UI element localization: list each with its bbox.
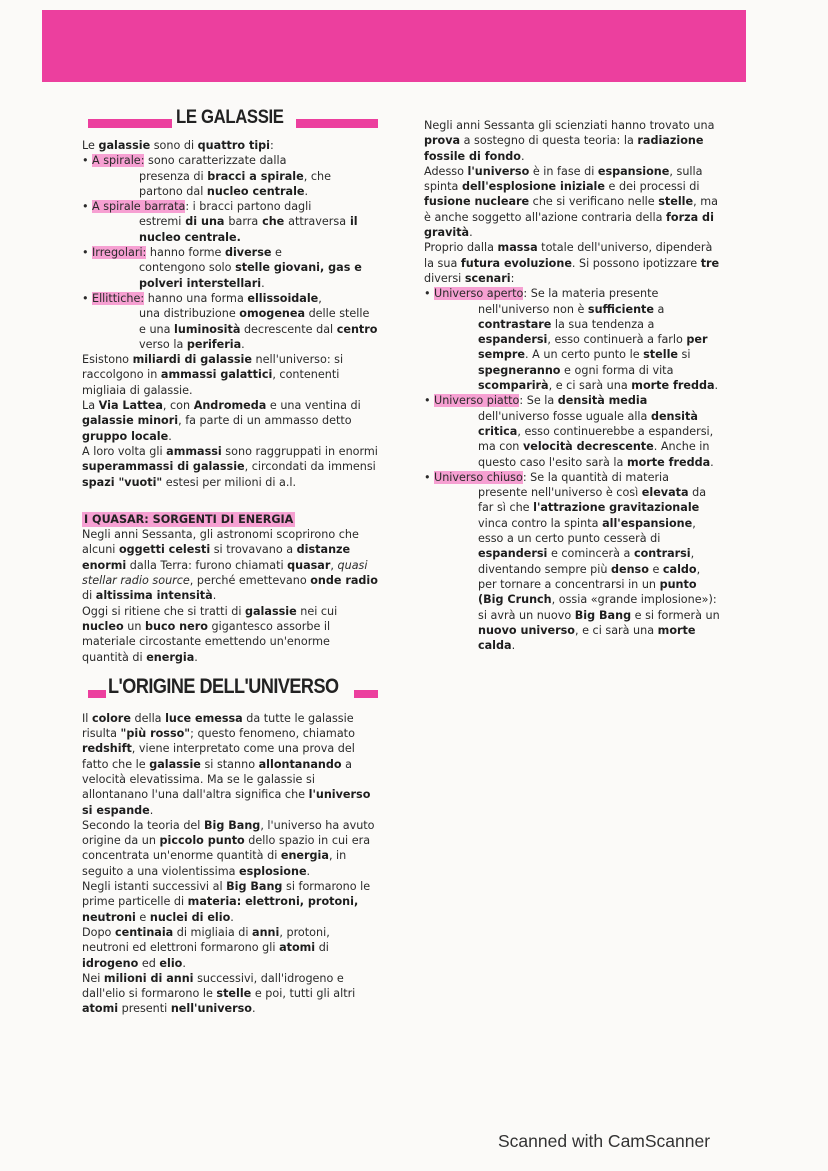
bold-term: nuclei di elio: [149, 910, 231, 924]
section-title-text: LE GALASSIE: [176, 107, 284, 128]
bold-term: scenari: [464, 271, 511, 285]
bold-term: stelle: [643, 348, 678, 362]
galaxy-type-text: hanno una forma ellissoidale,: [147, 291, 322, 305]
section-title-text: L'ORIGINE DELL'UNIVERSO: [108, 674, 339, 698]
galaxy-type-text: : i bracci partono dagli: [185, 200, 312, 214]
paragraph: Adesso l'universo è in fase di espansione, sulla spinta dell'esplosione iniziale e dei processi di fusione nucleare che si verificano nelle stelle, ma è anche soggetto all'azione contraria della forza di gravità.: [424, 164, 718, 240]
bold-term: forza di gravità: [424, 210, 714, 240]
bold-term: elevata: [641, 486, 689, 500]
title-bar-left: [88, 119, 172, 128]
bold-term: caldo: [662, 562, 697, 576]
bold-term: onde radio: [310, 574, 378, 588]
bold-term: morte calda: [478, 623, 696, 653]
bold-term: nucleo centrale: [206, 184, 305, 198]
bold-term: buco nero: [144, 619, 208, 633]
bold-term: periferia: [186, 337, 242, 351]
scenario-label: Universo piatto: [434, 394, 520, 408]
bold-term: Via Lattea: [98, 399, 163, 413]
galaxy-type-ellittiche: [82, 291, 378, 352]
title-bar-left: [88, 690, 106, 698]
galaxy-type-barrata: [82, 199, 378, 245]
paragraph: Oggi si ritiene che si tratti di galassie nei cui nucleo un buco nero gigantesco assorbe il materiale circostante emettendo un'enorme quantità di energia.: [82, 604, 338, 664]
bold-term: espandersi: [478, 333, 548, 347]
bold-term: ammassi galattici: [160, 368, 273, 382]
scenario-desc: nell'universo non è sufficiente a contrastare la sua tendenza a espandersi, esso continuerà a farlo per sempre. A un certo punto le stelle si spegneranno e ogni forma di vita scomparirà, e ci sarà una morte fredda.: [478, 302, 719, 393]
bold-term: galassie: [149, 757, 201, 771]
top-pink-banner: [42, 10, 746, 82]
bold-term: che: [258, 215, 289, 229]
bold-term: Big Bang: [574, 608, 632, 622]
title-bar-right: [354, 690, 378, 698]
bold-term: galassie: [98, 139, 151, 152]
bold-term: nuovo universo: [478, 623, 575, 637]
bold-term: contrarsi: [633, 547, 691, 561]
galaxy-type-text: hanno forme diverse e: [149, 246, 282, 260]
paragraph: Negli istanti successivi al Big Bang si formarono le prime particelle di materia: elettroni, protoni, neutroni e nuclei di elio.: [82, 880, 371, 924]
galaxy-type-label: A spirale:: [92, 154, 145, 168]
scenario-piatto: [424, 393, 720, 469]
bold-term: morte fredda: [631, 379, 715, 393]
bold-term: nell'universo: [170, 1002, 252, 1016]
bold-term: altissima intensità: [95, 589, 213, 603]
bold-term: idrogeno: [82, 956, 139, 970]
bold-term: espandersi: [478, 547, 548, 561]
paragraph: Secondo la teoria del Big Bang, l'universo ha avuto origine da un piccolo punto dello spazio in cui era concentrata un'enorme quantità di energia, in seguito a una violentissima esplosione.: [82, 818, 375, 878]
scenario-text: : Se la densità media: [519, 394, 648, 408]
bold-term: allontanando: [258, 757, 342, 771]
bold-term: stelle: [216, 987, 252, 1001]
galaxy-type-irregolari: [82, 245, 378, 291]
bold-term: esplosione: [239, 864, 307, 878]
galaxy-type-desc: una distribuzione omogenea delle stelle e una luminosità decrescente dal centro verso la periferia.: [139, 307, 378, 351]
bold-term: omogenea: [239, 307, 306, 321]
title-bar-right: [296, 119, 378, 128]
bold-term: fusione nucleare: [424, 195, 530, 209]
bold-term: Andromeda: [193, 399, 267, 413]
paragraph: Negli anni Sessanta, gli astronomi scoprirono che alcuni oggetti celesti si trovavano a distanze enormi dalla Terra: furono chiamati quasar, quasi stellar radio source, perché emettevano onde radio di altissima intensità.: [82, 528, 378, 603]
bullet-icon: [82, 199, 92, 245]
bold-term: spegneranno: [478, 363, 561, 377]
section-title-origine: [82, 674, 378, 707]
bold-term: contrastare: [478, 317, 552, 331]
bold-term: l'universo: [467, 164, 530, 178]
bold-term: futura evoluzione: [460, 256, 572, 270]
galaxy-type-desc: presenza di bracci a spirale, che partono dal nucleo centrale.: [139, 169, 331, 198]
scenario-text: : Se la materia presente: [523, 287, 659, 301]
bullet-icon: [82, 153, 92, 199]
bullet-icon: [424, 286, 434, 393]
section-title-galassie: [82, 107, 378, 136]
bold-term: miliardi di galassie: [132, 353, 252, 367]
bold-term: redshift: [82, 742, 132, 756]
bold-term: densità media: [557, 394, 648, 408]
bold-term: Big Bang: [226, 880, 283, 894]
bullet-icon: [82, 291, 92, 352]
galaxy-type-text: sono caratterizzate dalla: [148, 154, 287, 168]
paragraph: Nei milioni di anni successivi, dall'idrogeno e dall'elio si formarono le stelle e poi, tutti gli altri atomi presenti nell'universo.: [82, 971, 356, 1016]
bold-term: gruppo locale: [82, 429, 169, 443]
scenario-chiuso: [424, 470, 720, 654]
bold-term: materia: elettroni, protoni, neutroni: [82, 895, 359, 924]
bold-term: colore: [91, 711, 131, 725]
bold-term: centinaia: [114, 925, 174, 939]
bold-term: dell'esplosione iniziale: [461, 180, 605, 194]
bold-term: velocità decrescente: [522, 440, 654, 454]
galaxy-type-spirale: [82, 153, 378, 199]
scenario-aperto: [424, 286, 720, 393]
paragraph: Dopo centinaia di migliaia di anni, protoni, neutroni ed elettroni formarono gli atomi di idrogeno ed elio.: [82, 925, 330, 970]
galaxy-type-desc: contengono solo stelle giovani, gas e polveri interstellari.: [139, 261, 362, 290]
bold-term: "più rosso": [120, 727, 191, 741]
bold-term: scomparirà: [478, 379, 549, 393]
bold-term: stelle: [658, 195, 694, 209]
bold-term: densità critica: [478, 409, 698, 438]
bold-term: piccolo punto: [159, 834, 245, 848]
bold-term: l'attrazione gravitazionale: [533, 501, 700, 515]
paragraph: Esistono miliardi di galassie nell'universo: si raccolgono in ammassi galattici, contenenti migliaia di galassie.: [82, 353, 344, 397]
paragraph: A loro volta gli ammassi sono raggruppati in enormi superammassi di galassie, circondati da immensi spazi "vuoti" estesi per milioni di a.l.: [82, 444, 378, 489]
bold-term: per sempre: [478, 333, 708, 362]
scenario-label: Universo aperto: [434, 287, 524, 301]
bold-term: atomi: [279, 941, 316, 955]
galaxy-type-label: Irregolari:: [92, 246, 147, 260]
bold-term: radiazione fossile di fondo: [424, 134, 704, 163]
bold-term: tre: [700, 256, 720, 270]
bold-term: galassie minori: [82, 414, 179, 428]
bold-term: ammassi: [166, 444, 222, 458]
right-column: [424, 118, 720, 653]
scenario-desc: dell'universo fosse uguale alla densità critica, esso continuerebbe a espandersi, ma con velocità decrescente. Anche in questo caso l'esito sarà la morte fredda.: [478, 409, 714, 469]
bold-term: Big Bang: [203, 818, 261, 832]
bold-term: quasar: [287, 558, 331, 572]
scenario-text: : Se la quantità di materia: [522, 470, 670, 484]
bold-term: superammassi di galassie: [82, 460, 245, 474]
quasar-heading: I QUASAR: SORGENTI DI ENERGIA: [84, 512, 294, 526]
bold-term: atomi: [82, 1002, 119, 1016]
bullet-icon: [82, 245, 92, 291]
bold-term: l'universo si espande: [82, 788, 371, 817]
bold-term: il nucleo centrale.: [139, 215, 358, 244]
bold-term: ellissoidale: [247, 291, 319, 305]
bullet-icon: [424, 470, 434, 654]
bold-term: anni: [252, 925, 280, 939]
left-column: [82, 107, 378, 1017]
galaxy-type-desc: estremi di una barra che attraversa il nucleo centrale.: [139, 215, 358, 244]
bold-term: distanze enormi: [82, 543, 351, 572]
bold-term: punto (Big Crunch: [478, 577, 697, 607]
bold-term: espansione: [597, 164, 670, 178]
bold-term: stelle giovani, gas e polveri interstellari: [139, 261, 362, 290]
scenario-desc: presente nell'universo è così elevata da far sì che l'attrazione gravitazionale vinca contro la spinta all'espansione, esso a un certo punto cesserà di espandersi e comincerà a contrarsi, diventando sempre più denso e caldo, per tornare a concentrarsi in un punto (Big Crunch, ossia «grande implosione»): si avrà un nuovo Big Bang e si formerà un nuovo universo, e ci sarà una morte calda.: [478, 486, 720, 653]
scanner-watermark: Scanned with CamScanner: [498, 1131, 711, 1151]
bold-term: prova: [424, 134, 461, 148]
bold-term: quattro tipi: [197, 139, 271, 152]
paragraph: Proprio dalla massa totale dell'universo, dipenderà la sua futura evoluzione. Si possono ipotizzare tre diversi scenari:: [424, 241, 720, 285]
paragraph: La Via Lattea, con Andromeda e una ventina di galassie minori, fa parte di un ammasso detto gruppo locale.: [82, 399, 361, 443]
bold-term: luce emessa: [165, 711, 243, 725]
bold-term: spazi "vuoti": [82, 475, 163, 489]
bold-term: di una: [181, 215, 229, 229]
bold-term: galassie: [245, 604, 297, 618]
bold-term: massa: [497, 241, 538, 255]
bold-term: oggetti celesti: [118, 543, 211, 557]
bold-term: all'espansione: [602, 516, 693, 530]
bold-term: sufficiente: [587, 302, 654, 316]
bold-term: nucleo: [82, 619, 124, 633]
galassie-intro: Le galassie sono di quattro tipi:: [82, 139, 274, 152]
bold-term: milioni di anni: [103, 971, 194, 985]
bold-term: denso: [611, 562, 649, 576]
italic-term: quasi stellar radio source: [82, 558, 368, 588]
bold-term: elio: [159, 956, 183, 970]
bold-term: energia: [280, 849, 329, 863]
paragraph: Negli anni Sessanta gli scienziati hanno trovato una prova a sostegno di questa teoria: la radiazione fossile di fondo.: [424, 119, 715, 163]
paragraph: Il colore della luce emessa da tutte le galassie risulta "più rosso"; questo fenomeno, chiamato redshift, viene interpretato come una prova del fatto che le galassie si stanno allontanando a velocità elevatissima. Ma se le galassie si allontanano l'una dall'altra significa che l'universo si espande.: [82, 711, 371, 817]
bold-term: energia: [146, 650, 195, 664]
bold-term: diverse: [224, 246, 272, 260]
bold-term: centro: [336, 322, 378, 336]
galaxy-type-label: Ellittiche:: [92, 291, 145, 305]
bullet-icon: [424, 393, 434, 469]
scenario-label: Universo chiuso: [434, 470, 523, 484]
bold-term: luminosità: [174, 322, 241, 336]
bold-term: bracci a spirale: [207, 169, 304, 183]
galaxy-type-label: A spirale barrata: [92, 200, 186, 214]
bold-term: morte fredda: [626, 455, 711, 469]
